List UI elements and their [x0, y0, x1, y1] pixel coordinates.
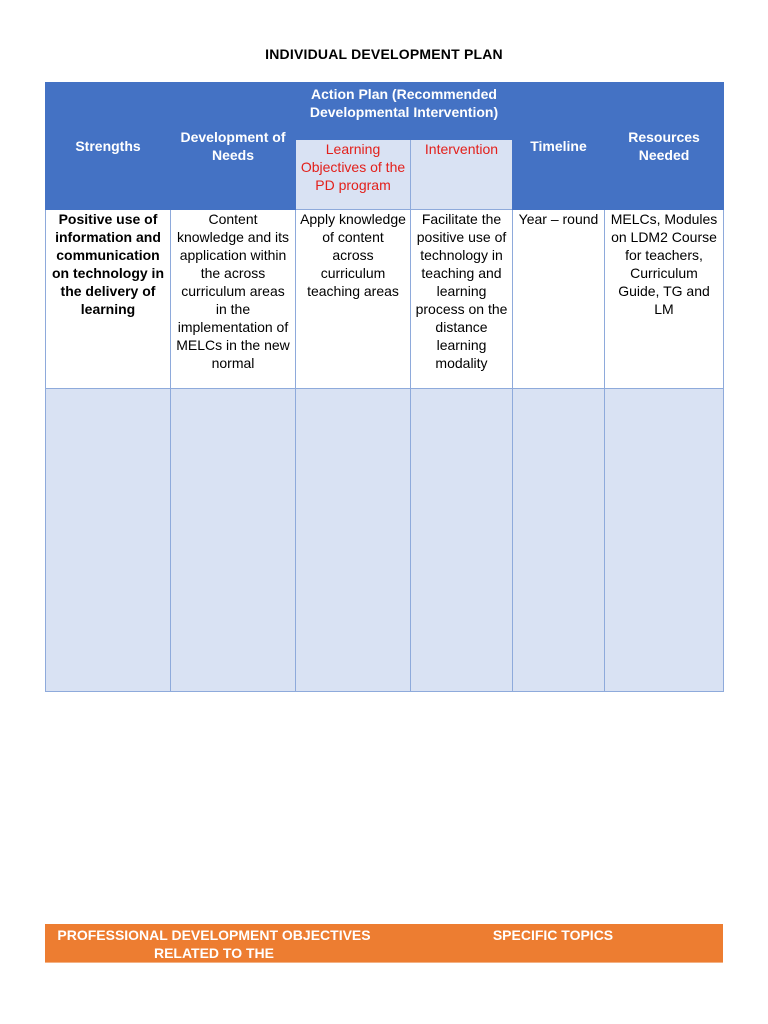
empty-cell	[46, 389, 171, 692]
table-row	[46, 210, 724, 389]
header-specific-topics: SPECIFIC TOPICS	[492, 927, 614, 943]
header-learning-objectives: Learning Objectives of the PD program	[296, 140, 411, 210]
header-timeline: Timeline	[513, 83, 605, 210]
cell-development-of-needs: Content knowledge and its application within the across curriculum areas in the implementation of MELCs in the new normal	[171, 210, 296, 389]
empty-cell	[513, 389, 605, 692]
header-intervention: Intervention	[411, 140, 513, 210]
header-development-of-needs: Development of Needs	[171, 83, 296, 210]
cell-learning-objectives: Apply knowledge of content across curriculum teaching areas	[296, 210, 411, 389]
empty-cell	[296, 389, 411, 692]
cell-strengths: Positive use of information and communication on technology in the delivery of learning	[46, 210, 171, 389]
header-resources-needed: Resources Needed	[605, 83, 724, 210]
empty-cell	[605, 389, 724, 692]
page-title: INDIVIDUAL DEVELOPMENT PLAN	[265, 46, 503, 62]
empty-cell	[171, 389, 296, 692]
table-row-empty	[46, 389, 724, 692]
cell-timeline: Year – round	[513, 210, 605, 389]
header-action-plan: Action Plan (Recommended Developmental Intervention)	[296, 83, 513, 140]
empty-cell	[411, 389, 513, 692]
cell-intervention: Facilitate the positive use of technology in teaching and learning process on the distance learning modality	[411, 210, 513, 389]
cell-resources-needed: MELCs, Modules on LDM2 Course for teachers, Curriculum Guide, TG and LM	[605, 210, 724, 389]
header-strengths: Strengths	[46, 83, 171, 210]
pd-objectives-table	[45, 924, 723, 963]
header-pd-objectives: PROFESSIONAL DEVELOPMENT OBJECTIVES RELATED TO THE	[57, 927, 371, 961]
development-plan-table	[45, 82, 724, 692]
